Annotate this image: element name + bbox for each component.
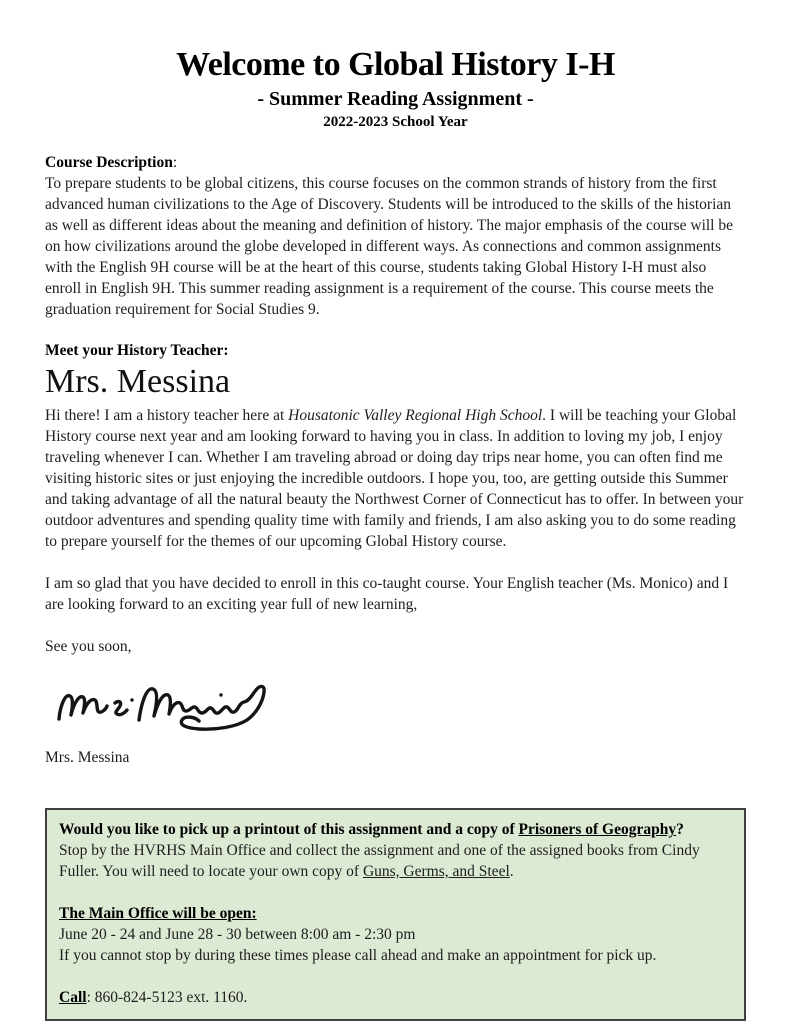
signature-typed-name: Mrs. Messina — [45, 749, 130, 766]
document-header — [45, 46, 746, 131]
book-title-prisoners-of-geography: Prisoners of Geography — [518, 821, 677, 838]
teacher-intro-text — [45, 405, 746, 552]
pickup-info-part2: . — [509, 863, 514, 880]
signature-image — [53, 669, 746, 741]
teacher-intro-part1: Hi there! I am a history teacher here at — [45, 407, 289, 424]
closing-text: I am so glad that you have decided to enroll in this co-taught course. Your English teacher (Ms. Monico) and I are looking forward to an exciting year full of new learning, — [45, 575, 729, 613]
signoff-text: See you soon, — [45, 638, 132, 655]
page-title: Welcome to Global History I-H — [176, 46, 615, 83]
school-name-italic: Housatonic Valley Regional High School — [288, 407, 543, 424]
signature-svg — [53, 669, 288, 741]
meet-teacher-heading: Meet your History Teacher: — [45, 342, 229, 359]
course-description-heading-line — [45, 152, 746, 173]
office-note-text: If you cannot stop by during these times please call ahead and make an appointment for pick up. — [59, 947, 657, 964]
pickup-info-line — [59, 840, 732, 882]
course-description-colon: : — [172, 154, 178, 171]
teacher-section — [45, 340, 746, 768]
pickup-question-line — [59, 819, 732, 840]
course-description-heading: Course Description — [45, 154, 173, 171]
course-description-text: To prepare students to be global citizens, this course focuses on the common strands of history from the first advanced human civilizations to the Age of Discovery. Students will be introduced to the skills of the historian as well as different ideas about the meaning and definition of history. The major emphasis of the course will be on how civilizations around the globe developed in different ways. As connections and common assignments with the English 9H course will be at the heart of this course, students taking Global History I-H must also enroll in English 9H. This summer reading assignment is a requirement of the course. This course meets the graduation requirement for Social Studies 9. — [45, 175, 733, 318]
pickup-info-box — [45, 808, 746, 1021]
page-subtitle: - Summer Reading Assignment - — [257, 88, 534, 110]
pickup-question-part2: ? — [676, 821, 684, 838]
call-number: : 860-824-5123 ext. 1160. — [86, 989, 248, 1006]
pickup-question-part1: Would you like to pick up a printout of this assignment and a copy of — [59, 821, 519, 838]
teacher-intro-part2: . I will be teaching your Global History course next year and am looking forward to having you in class. In addition to loving my job, I enjoy traveling whenever I can. Whether I am traveling abroad or doing day trips near home, you can often find me visiting historic sites or just enjoying the incredible outdoors. I hope you, too, are getting outside this Summer and taking advantage of all the natural beauty the Northwest Corner of Connecticut has to offer. In between your outdoor adventures and spending quality time with family and friends, I am also asking you to do some reading to prepare yourself for the themes of our upcoming Global History course. — [45, 407, 744, 550]
call-line — [59, 987, 732, 1008]
office-hours-heading: The Main Office will be open: — [59, 905, 257, 922]
teacher-name-heading: Mrs. Messina — [45, 363, 231, 400]
office-hours-heading-line — [59, 903, 732, 924]
school-year: 2022-2023 School Year — [323, 114, 468, 130]
office-hours-text: June 20 - 24 and June 28 - 30 between 8:00 am - 2:30 pm — [59, 926, 416, 943]
call-label: Call — [59, 989, 87, 1006]
pickup-info-part1: Stop by the HVRHS Main Office and collect the assignment and one of the assigned books from Cindy Fuller. You will need to locate your own copy of — [59, 842, 700, 880]
course-description-section — [45, 152, 746, 320]
book-title-guns-germs-steel: Guns, Germs, and Steel — [362, 863, 510, 880]
